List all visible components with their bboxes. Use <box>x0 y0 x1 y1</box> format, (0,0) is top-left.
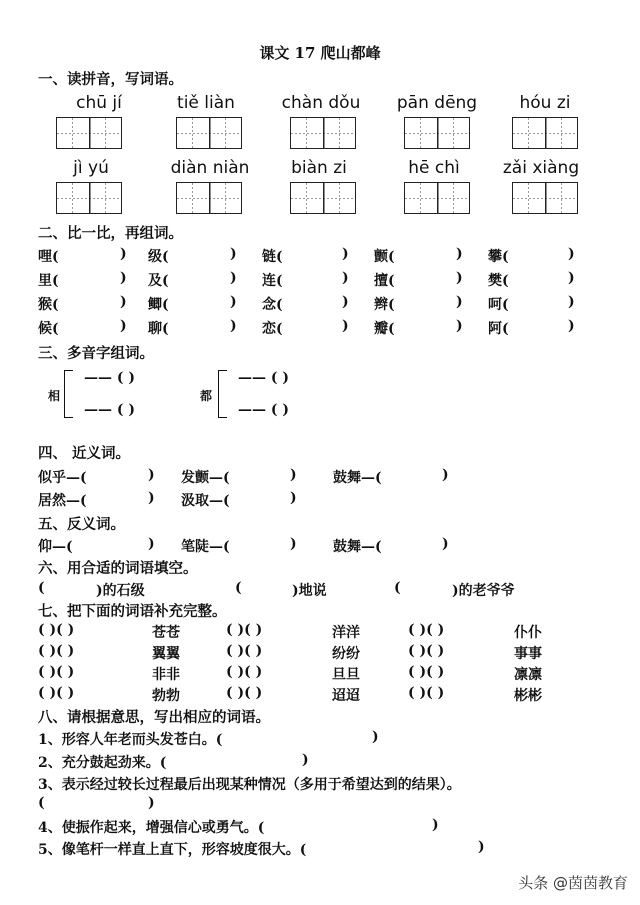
paren-close: ) <box>442 467 449 483</box>
definition-item: 5、像笔杆一样直上直下，形容坡度很大。( <box>38 842 307 858</box>
compare-char: 辫( <box>374 297 395 313</box>
compare-char: 攀( <box>488 249 509 265</box>
paren-close: ) <box>568 246 575 262</box>
word-label: 似乎—( <box>38 470 87 486</box>
compare-char: 连( <box>262 273 283 289</box>
pinyin: chū jí <box>76 93 122 113</box>
paren-close: ) <box>302 752 309 768</box>
paren-close: ) <box>120 246 127 262</box>
paren-close: ) <box>120 294 127 310</box>
pinyin: pān dēng <box>396 93 478 113</box>
paren-close: ) <box>290 490 297 506</box>
compare-char: 猴( <box>38 297 59 313</box>
paren-close: ) <box>432 817 439 833</box>
paren-close: ) <box>342 318 349 334</box>
paren-close: ) <box>290 467 297 483</box>
paren-close: ) <box>230 246 237 262</box>
idiom-suffix: 旦旦 <box>332 667 360 683</box>
paren-open: ( <box>38 580 45 596</box>
section-3-heading: 三、多音字组词。 <box>38 345 154 362</box>
idiom-suffix: 苍苍 <box>152 625 180 641</box>
compare-char: 擅( <box>374 273 395 289</box>
idiom-suffix: 纷纷 <box>332 646 360 662</box>
writing-grid[interactable] <box>176 117 242 149</box>
writing-grid[interactable] <box>512 117 578 149</box>
paren-close: ) <box>456 294 463 310</box>
paren-close: ) <box>568 294 575 310</box>
fill-phrase: )的老爷爷 <box>452 583 515 599</box>
compare-char: 恋( <box>262 321 283 337</box>
section-2-heading: 二、比一比，再组词。 <box>38 225 183 242</box>
word-label: 鼓舞—( <box>333 470 382 486</box>
compare-char: 念( <box>262 297 283 313</box>
page-title: 课文 17 爬山都峰 <box>259 44 381 62</box>
compare-char: 瓣( <box>374 321 395 337</box>
idiom-suffix: 凛凛 <box>514 667 542 683</box>
pinyin: hē chì <box>408 158 460 178</box>
paren-close: ) <box>568 318 575 334</box>
section-1-heading: 一、读拼音，写词语。 <box>38 71 183 88</box>
paren-close: ) <box>290 536 297 552</box>
paren-close: ) <box>342 270 349 286</box>
paren-close: ) <box>148 536 155 552</box>
idiom-suffix: 迢迢 <box>332 688 360 704</box>
paren-close: ) <box>568 270 575 286</box>
blank-pair[interactable]: ( )( ) <box>408 622 445 638</box>
pinyin: biàn zi <box>291 158 347 178</box>
blank-pair[interactable]: ( )( ) <box>38 622 75 638</box>
blank-pair[interactable]: ( )( ) <box>226 685 263 701</box>
paren-close: ) <box>342 246 349 262</box>
blank-pair[interactable]: ( )( ) <box>38 685 75 701</box>
writing-grid[interactable] <box>512 182 578 214</box>
fill-phrase: )地说 <box>292 583 327 599</box>
pinyin: tiě liàn <box>177 93 235 113</box>
answer-line[interactable]: —— ( ) <box>84 402 135 418</box>
bracket-icon <box>218 370 227 418</box>
compare-char: 鲫( <box>148 297 169 313</box>
blank-pair[interactable]: ( )( ) <box>38 643 75 659</box>
paren-close: ) <box>372 729 379 745</box>
idiom-suffix: 非非 <box>152 667 180 683</box>
blank-pair[interactable]: ( )( ) <box>408 685 445 701</box>
definition-item: 3、表示经过较长过程最后出现某种情况（多用于希望达到的结果）。 <box>38 777 461 793</box>
polyphone-char: 都 <box>200 389 213 403</box>
compare-char: 颤( <box>374 249 395 265</box>
paren-close: ) <box>342 294 349 310</box>
paren-open: ( <box>235 580 242 596</box>
writing-grid[interactable] <box>290 182 356 214</box>
watermark: 头条 @茵茵教育 <box>518 874 628 892</box>
word-label: 居然—( <box>38 493 87 509</box>
idiom-suffix: 勃勃 <box>152 688 180 704</box>
section-7-heading: 七、把下面的词语补充完整。 <box>38 603 227 620</box>
compare-char: 链( <box>262 249 283 265</box>
pinyin: chàn dǒu <box>281 93 361 113</box>
compare-char: 聊( <box>148 321 169 337</box>
word-label: 发颤—( <box>181 470 230 486</box>
answer-line[interactable]: —— ( ) <box>84 370 135 386</box>
section-8-heading: 八、请根据意思，写出相应的词语。 <box>38 709 270 726</box>
idiom-suffix: 仆仆 <box>514 625 542 641</box>
pinyin: diàn niàn <box>170 158 250 178</box>
writing-grid[interactable] <box>290 117 356 149</box>
paren-close: ) <box>230 318 237 334</box>
blank-pair[interactable]: ( )( ) <box>408 643 445 659</box>
word-label: 笔陡—( <box>181 539 230 555</box>
writing-grid[interactable] <box>404 117 470 149</box>
paren-close: ) <box>120 270 127 286</box>
definition-item: 1、形容人年老而头发苍白。( <box>38 732 223 748</box>
word-label: 仰—( <box>38 539 73 555</box>
writing-grid[interactable] <box>56 182 122 214</box>
blank-pair[interactable]: ( )( ) <box>226 622 263 638</box>
idiom-suffix: 事事 <box>514 646 542 662</box>
compare-char: 级( <box>148 249 169 265</box>
blank-pair[interactable]: ( )( ) <box>38 664 75 680</box>
compare-char: 候( <box>38 321 59 337</box>
section-5-heading: 五、反义词。 <box>38 516 125 533</box>
blank-pair[interactable]: ( )( ) <box>408 664 445 680</box>
section-6-heading: 六、用合适的词语填空。 <box>38 560 198 577</box>
writing-grid[interactable] <box>404 182 470 214</box>
compare-char: 呵( <box>488 297 509 313</box>
answer-line[interactable]: —— ( ) <box>238 402 289 418</box>
pinyin: zǎi xiàng <box>502 158 580 178</box>
definition-item: 4、使振作起来，增强信心或勇气。( <box>38 820 265 836</box>
paren-open: ( <box>394 580 401 596</box>
compare-char: 樊( <box>488 273 509 289</box>
bracket-icon <box>64 370 73 418</box>
blank-pair[interactable]: ( )( ) <box>226 664 263 680</box>
paren-open: ( <box>38 795 45 811</box>
word-label: 鼓舞—( <box>333 539 382 555</box>
compare-char: 哩( <box>38 249 59 265</box>
pinyin: hóu zi <box>519 93 571 113</box>
idiom-suffix: 洋洋 <box>332 625 360 641</box>
paren-close: ) <box>148 467 155 483</box>
word-label: 汲取—( <box>181 493 230 509</box>
fill-phrase: )的石级 <box>96 583 145 599</box>
idiom-suffix: 翼翼 <box>152 646 180 662</box>
compare-char: 及( <box>148 273 169 289</box>
paren-close: ) <box>478 839 485 855</box>
paren-close: ) <box>456 318 463 334</box>
paren-close: ) <box>456 246 463 262</box>
polyphone-char: 相 <box>48 389 61 403</box>
paren-close: ) <box>230 270 237 286</box>
definition-item: 2、充分鼓起劲来。( <box>38 755 167 771</box>
paren-close: ) <box>230 294 237 310</box>
paren-close: ) <box>148 795 155 811</box>
compare-char: 阿( <box>488 321 509 337</box>
paren-close: ) <box>456 270 463 286</box>
pinyin: jì yú <box>73 158 109 178</box>
compare-char: 里( <box>38 273 59 289</box>
blank-pair[interactable]: ( )( ) <box>226 643 263 659</box>
section-4-heading: 四、 近义词。 <box>38 445 131 462</box>
writing-grid[interactable] <box>56 117 122 149</box>
paren-close: ) <box>442 536 449 552</box>
writing-grid[interactable] <box>176 182 242 214</box>
answer-line[interactable]: —— ( ) <box>238 370 289 386</box>
idiom-suffix: 彬彬 <box>514 688 542 704</box>
paren-close: ) <box>120 318 127 334</box>
paren-close: ) <box>148 490 155 506</box>
